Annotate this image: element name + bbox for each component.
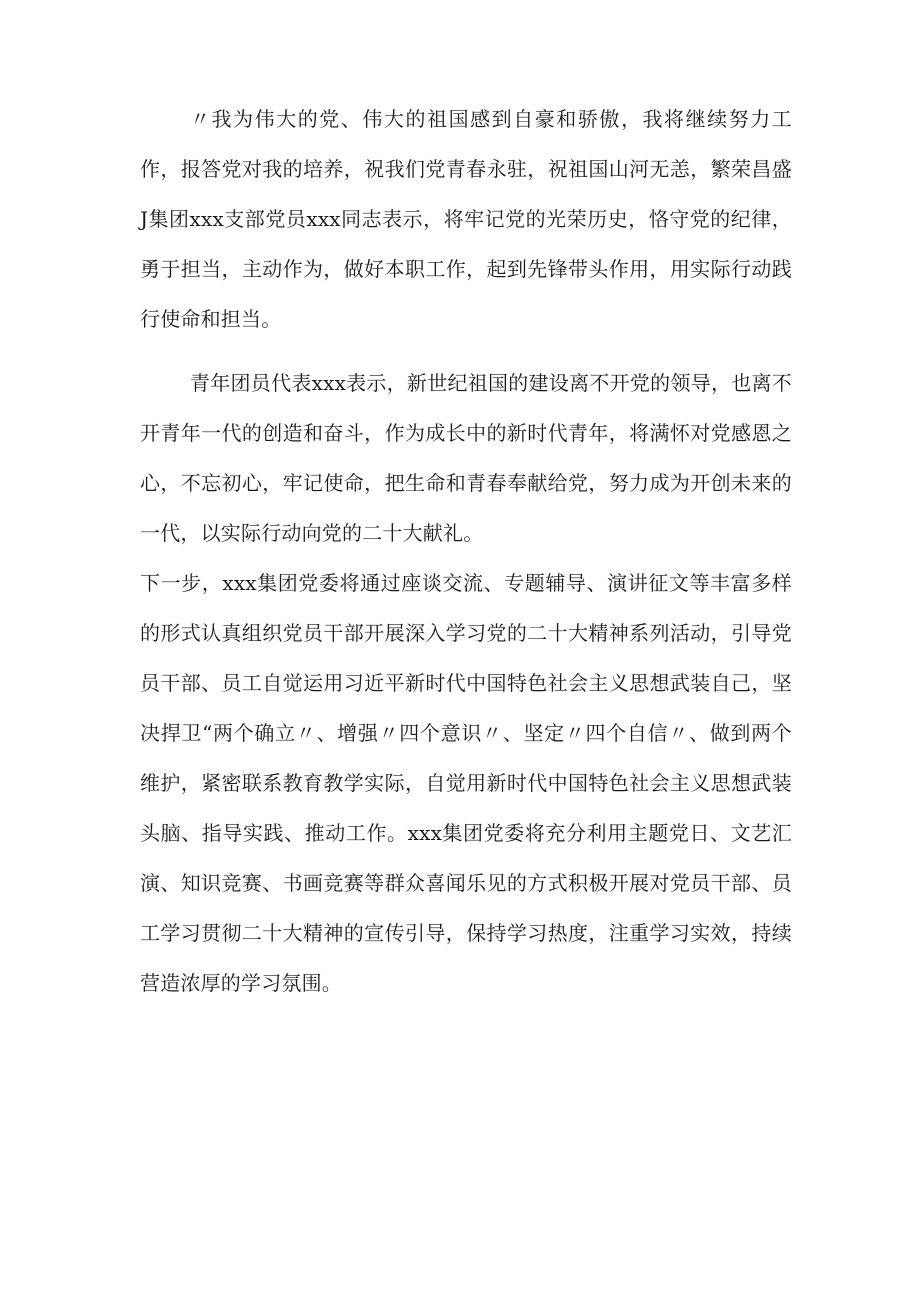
paragraph-next-steps: 下一步，xxx集团党委将通过座谈交流、专题辅导、演讲征文等丰富多样的形式认真组织党员干部开展深入学习党的二十大精神系列活动，引导党员干部、员工自觉运用习近平新时代中国特色社会主义思想武装自己，坚决捍卫“两个确立〃、增强〃四个意识〃、坚定〃四个自信〃、做到两个维护，紧密联系教育教学实际，自觉用新时代中国特色社会主义思想武装头脑、指导实践、推动工作。xxx集团党委将充分利用主题党日、文艺汇演、知识竞赛、书画竞赛等群众喜闻乐见的方式积极开展对党员干部、员工学习贯彻二十大精神的宣传引导，保持学习热度，注重学习实效，持续营造浓厚的学习氛围。 — [140, 571, 792, 995]
paragraph-youth-representative: 青年团员代表xxx表示，新世纪祖国的建设离不开党的领导，也离不开青年一代的创造和奋斗，作为成长中的新时代青年，将满怀对党感恩之心，不忘初心，牢记使命，把生命和青春奉献给党，努力成为开创未来的一代，以实际行动向党的二十大献礼。 — [140, 371, 792, 545]
document-body — [140, 94, 792, 1008]
paragraph-party-member-statement: 〃我为伟大的党、伟大的祖国感到自豪和骄傲，我将继续努力工作，报答党对我的培养，祝我们党青春永驻，祝祖国山河无恙，繁荣昌盛J集团xxx支部党员xxx同志表示，将牢记党的光荣历史，恪守党的纪律，勇于担当，主动作为，做好本职工作，起到先锋带头作用，用实际行动践行使命和担当。 — [140, 107, 792, 331]
